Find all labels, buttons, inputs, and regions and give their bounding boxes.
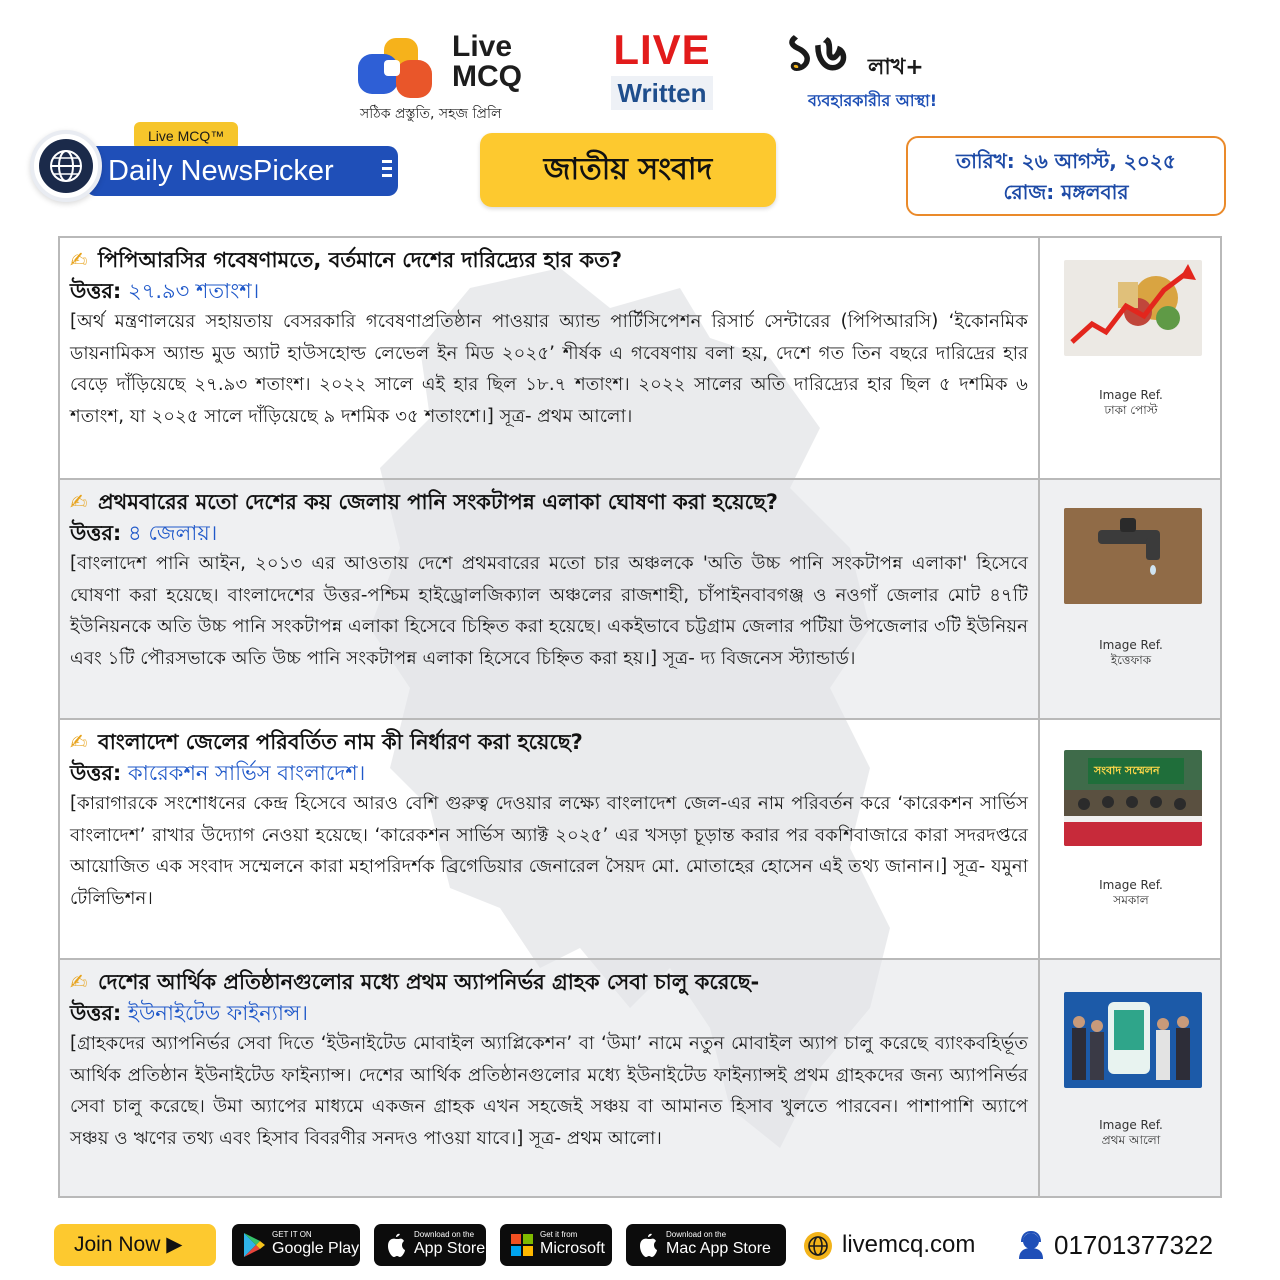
live-mcq-logo-icon — [358, 38, 438, 102]
website-text: livemcq.com — [842, 1231, 976, 1258]
live-label: LIVE — [613, 26, 711, 73]
menu-lines-icon — [382, 160, 392, 181]
news-answer — [70, 998, 1028, 1028]
news-image-cell — [1042, 720, 1220, 958]
app-store-button[interactable] — [374, 1224, 486, 1266]
globe-icon — [30, 130, 102, 202]
answer-text: কারেকশন সার্ভিস বাংলাদেশ। — [128, 761, 366, 785]
image-ref — [1042, 388, 1220, 418]
daily-newspicker-badge — [30, 126, 400, 206]
microsoft-store-button[interactable] — [500, 1224, 612, 1266]
news-question-text: বাংলাদেশ জেলের পরিবর্তিত নাম কী নির্ধারণ করা হয়েছে? — [98, 730, 583, 754]
image-ref — [1042, 878, 1220, 908]
image-ref — [1042, 1118, 1220, 1148]
news-body: [কারাগারকে সংশোধনের কেন্দ্র হিসেবে আরও বেশি গুরুত্ব দেওয়ার লক্ষ্যে বাংলাদেশ জেল-এর নাম পরিবর্তন করে ‘কারেকশন সার্ভিস বাংলাদেশ’ রাখার উদ্যোগ নেওয়া হয়েছে। ‘কারেকশন সার্ভিস অ্যাক্ট ২০২৫’ এর খসড়া চূড়ান্ত করার পর বকশিবাজারে কারা সদরদপ্তরে আয়োজিত এক সংবাদ সম্মেলনে কারা মহাপরিদর্শক ব্রিগেডিয়ার জেনারেল সৈয়দ মো. মোতাহের হোসেন এই তথ্য জানান।] সূত্র- যমুনা টেলিভিশন। — [70, 793, 1028, 909]
news-answer — [70, 758, 1028, 788]
newspicker-title-text: Daily NewsPicker — [108, 155, 334, 187]
phone-link[interactable] — [1016, 1228, 1213, 1262]
news-text-cell — [60, 238, 1040, 478]
image-ref-label: Image Ref. — [1099, 388, 1163, 402]
news-question — [70, 726, 1028, 758]
google-play-small: GET IT ON — [272, 1230, 312, 1239]
water-tap-image — [1064, 508, 1202, 604]
news-image-cell — [1042, 480, 1220, 718]
globe-icon — [804, 1232, 832, 1260]
user-count-suffix: লাখ+ — [868, 55, 924, 80]
user-count-subtitle: ব্যবহারকারীর আস্থা! — [808, 91, 938, 110]
news-question-text: প্রথমবারের মতো দেশের কয় জেলায় পানি সংকটাপন্ন এলাকা ঘোষণা করা হয়েছে? — [98, 490, 778, 514]
answer-label: উত্তর: — [70, 1001, 122, 1025]
image-ref-label: Image Ref. — [1099, 638, 1163, 652]
mac-app-store-small: Download on the — [666, 1230, 727, 1239]
brand-row — [0, 24, 1280, 124]
press-conference-image — [1064, 750, 1202, 846]
news-question-text: পিপিআরসির গবেষণামতে, বর্তমানে দেশের দারিদ্র্যের হার কত? — [98, 248, 623, 272]
user-count-number: ১৬ — [784, 25, 847, 81]
newspicker-title — [86, 146, 398, 196]
image-ref-source: সমকাল — [1113, 893, 1149, 907]
app-launch-image — [1064, 992, 1202, 1088]
writing-hand-icon: ✍ — [70, 730, 88, 754]
app-store-label: App Store — [414, 1240, 486, 1257]
news-text-cell — [60, 960, 1040, 1196]
apple-icon — [384, 1232, 408, 1258]
image-ref-source: ইত্তেফাক — [1110, 653, 1152, 667]
user-count-badge — [784, 26, 964, 116]
mac-app-store-label: Mac App Store — [666, 1240, 771, 1257]
google-play-icon — [242, 1232, 266, 1258]
live-mcq-logo — [358, 32, 558, 124]
news-body: [গ্রাহকদের অ্যাপনির্ভর সেবা দিতে ‘ইউনাইটেড মোবাইল অ্যাপ্লিকেশন’ বা ‘উমা’ নামে নতুন মোবাইল অ্যাপ চালু করেছে ব্যাংকবহির্ভূত আর্থিক প্রতিষ্ঠান ইউনাইটেড ফাইন্যান্স। দেশের আর্থিক প্রতিষ্ঠানগুলোর মধ্যে ইউনাইটেড ফাইন্যান্সই প্রথম গ্রাহকদের জন্য অ্যাপনির্ভর সেবা চালু করেছে। উমা অ্যাপের মাধ্যমে একজন গ্রাহক এখন সহজেই সঞ্চয় বা আমানত হিসাব খুলতে পারবেন। পাশাপাশি অ্যাপে সঞ্চয় ও ঋণের তথ্য এবং হিসাব বিবরণীর সনদও পাওয়া যাবে।] সূত্র- প্রথম আলো। — [70, 1033, 1028, 1149]
google-play-button[interactable] — [232, 1224, 360, 1266]
image-ref-source: ঢাকা পোস্ট — [1104, 403, 1158, 417]
live-mcq-word-mcq: MCQ — [452, 60, 522, 93]
news-table — [58, 236, 1222, 1198]
date-box — [906, 136, 1226, 216]
answer-text: ২৭.৯৩ শতাংশ। — [128, 279, 260, 303]
app-store-small: Download on the — [414, 1230, 475, 1239]
microsoft-icon — [510, 1232, 534, 1258]
answer-text: ইউনাইটেড ফাইন্যান্স। — [128, 1001, 308, 1025]
answer-label: উত্তর: — [70, 279, 122, 303]
news-item — [60, 480, 1220, 720]
mac-app-store-button[interactable] — [626, 1224, 786, 1266]
category-title: জাতীয় সংবাদ — [480, 133, 776, 207]
live-mcq-word-live: Live — [452, 30, 513, 63]
date-line: তারিখ: ২৬ আগস্ট, ২০২৫ — [956, 149, 1176, 173]
inflation-chart-image — [1064, 260, 1202, 356]
newspicker-brand-small: Live MCQ™ — [134, 122, 238, 150]
writing-hand-icon: ✍ — [70, 970, 88, 994]
live-written-logo — [610, 28, 714, 118]
news-answer — [70, 276, 1028, 306]
news-text-cell — [60, 480, 1040, 718]
thumb-banner-text: সংবাদ সম্মেলন — [1094, 764, 1160, 777]
apple-icon — [636, 1232, 660, 1258]
news-image-cell — [1042, 238, 1220, 478]
news-question — [70, 486, 1028, 518]
image-ref-label: Image Ref. — [1099, 1118, 1163, 1132]
answer-label: উত্তর: — [70, 761, 122, 785]
join-now-button[interactable]: Join Now ▶ — [54, 1224, 216, 1266]
answer-text: ৪ জেলায়। — [128, 521, 218, 545]
footer — [0, 1222, 1280, 1268]
website-link[interactable] — [804, 1228, 975, 1262]
answer-label: উত্তর: — [70, 521, 122, 545]
phone-text: 01701377322 — [1054, 1230, 1214, 1260]
live-mcq-tagline: সঠিক প্রস্তুতি, সহজ প্রিলি — [360, 106, 502, 122]
microsoft-label: Microsoft — [540, 1240, 605, 1257]
news-text-cell — [60, 720, 1040, 958]
news-answer — [70, 518, 1028, 548]
day-line: রোজ: মঙ্গলবার — [1003, 180, 1129, 204]
news-item — [60, 960, 1220, 1196]
news-image-cell — [1042, 960, 1220, 1196]
news-body: [অর্থ মন্ত্রণালয়ের সহায়তায় বেসরকারি গবেষণাপ্রতিষ্ঠান পাওয়ার অ্যান্ড পার্টিসিপেশন রিসার্চ সেন্টারের (পিপিআরসি) ‘ইকোনমিক ডায়নামিকস অ্যান্ড মুড অ্যাট হাউসহোল্ড লেভেল ইন মিড ২০২৫’ শীর্ষক এ গবেষণায় বলা হয়, দেশে গত তিন বছরে দারিদ্রের হার বেড়ে দাঁড়িয়েছে ২৭.৯৩ শতাংশ। ২০২২ সালে এই হার ছিল ১৮.৭ শতাংশ। ২০২২ সালের অতি দারিদ্র্যের হার ছিল ৫ দশমিক ৬ শতাংশ, যা ২০২৫ সালে দাঁড়িয়েছে ৯ দশমিক ৩৫ শতাংশে।] সূত্র- প্রথম আলো। — [70, 311, 1028, 427]
writing-hand-icon: ✍ — [70, 248, 88, 272]
live-mcq-wordmark — [452, 32, 522, 92]
news-question — [70, 966, 1028, 998]
support-agent-icon — [1016, 1230, 1046, 1260]
image-ref — [1042, 638, 1220, 668]
news-body: [বাংলাদেশ পানি আইন, ২০১৩ এর আওতায় দেশে প্রথমবারের মতো চার অঞ্চলকে 'অতি উচ্চ পানি সংকটাপন্ন এলাকা' হিসেবে ঘোষণা করা হয়েছে। বাংলাদেশের উত্তর-পশ্চিম হাইড্রোলজিক্যাল অঞ্চলের রাজশাহী, চাঁপাইনবাবগঞ্জ ও নওগাঁ জেলার মোট ৪৭টি ইউনিয়নকে অতি উচ্চ পানি সংকটাপন্ন এলাকা হিসেবে চিহ্নিত করা হয়েছে। একইভাবে চট্টগ্রাম জেলার পটিয়া উপজেলার ৩টি ইউনিয়ন এবং ১টি পৌরসভাকে অতি উচ্চ পানি সংকটাপন্ন এলাকা হিসেবে চিহ্নিত করা হয়।] সূত্র- দ্য বিজনেস স্ট্যান্ডার্ড। — [70, 553, 1028, 669]
image-ref-source: প্রথম আলো — [1101, 1133, 1161, 1147]
written-label: Written — [611, 76, 712, 110]
google-play-label: Google Play — [272, 1240, 360, 1257]
image-ref-label: Image Ref. — [1099, 878, 1163, 892]
news-item — [60, 720, 1220, 960]
news-item — [60, 238, 1220, 480]
news-question-text: দেশের আর্থিক প্রতিষ্ঠানগুলোর মধ্যে প্রথম অ্যাপনির্ভর গ্রাহক সেবা চালু করেছে- — [98, 970, 760, 994]
news-question — [70, 244, 1028, 276]
microsoft-small: Get it from — [540, 1230, 578, 1239]
writing-hand-icon: ✍ — [70, 490, 88, 514]
